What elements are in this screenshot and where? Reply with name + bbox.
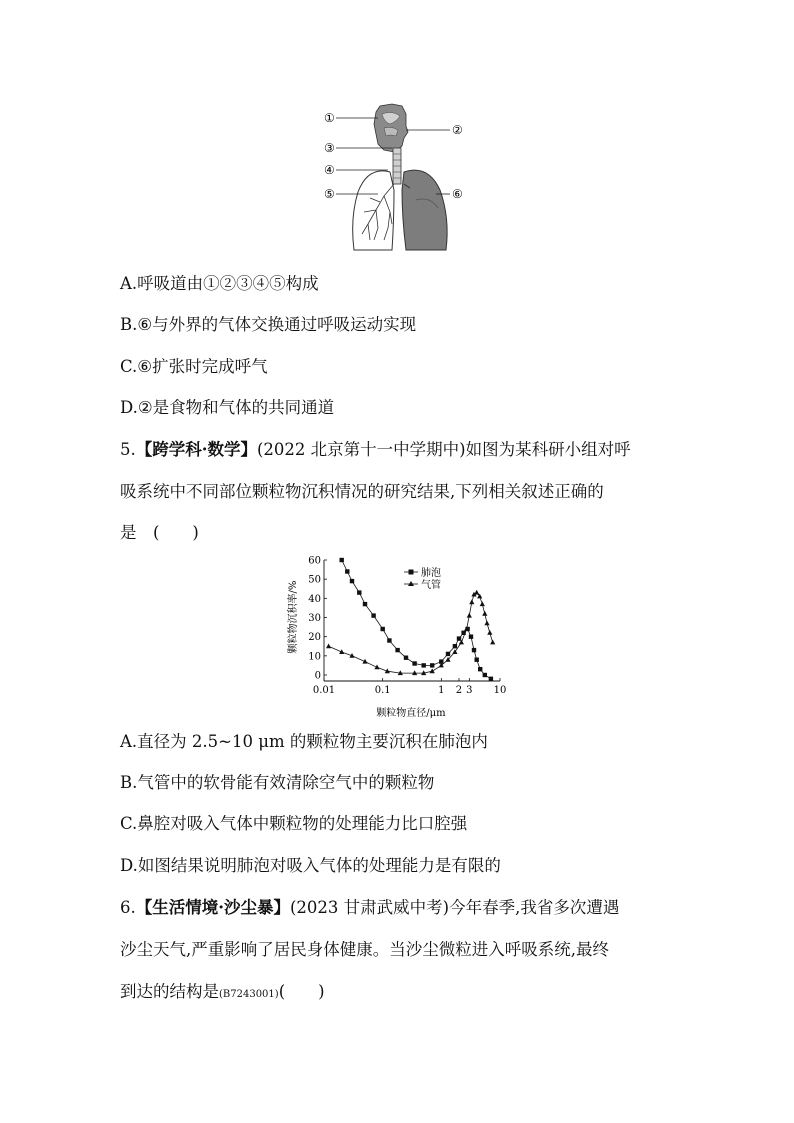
data-point-square: [469, 635, 473, 639]
data-point-square: [412, 661, 416, 665]
data-point-square: [371, 613, 375, 617]
x-tick-label: 1: [438, 685, 445, 696]
y-tick-label: 60: [308, 555, 321, 567]
data-point-square: [363, 602, 367, 606]
y-tick-label: 0: [314, 670, 321, 682]
legend-label-trachea: 气管: [421, 580, 441, 591]
q6-stem-line2: 沙尘天气,严重影响了居民身体健康。当沙尘微粒进入呼吸系统,最终: [120, 940, 609, 959]
label-3: ③: [324, 141, 335, 155]
q5-stem-line3: 是 ( ): [120, 523, 199, 542]
option-letter: D.: [120, 856, 138, 875]
data-point-square: [478, 667, 482, 671]
y-tick-label: 50: [308, 574, 321, 586]
option-letter: D.: [120, 398, 138, 417]
data-point-triangle: [482, 611, 487, 616]
q5-option-b: [120, 772, 434, 794]
x-tick-label: 10: [493, 685, 507, 696]
y-tick-label: 20: [308, 632, 321, 644]
q5-stem-line2: 吸系统中不同部位颗粒物沉积情况的研究结果,下列相关叙述正确的: [120, 482, 604, 501]
data-point-square: [446, 652, 450, 656]
data-point-square: [387, 638, 391, 642]
label-2: ②: [452, 123, 463, 137]
option-text: 呼吸道由①②③④⑤构成: [137, 274, 319, 293]
option-letter: A.: [120, 274, 138, 293]
question-number: 6.: [120, 898, 136, 917]
q4-option-d: [120, 397, 334, 419]
data-point-square: [453, 644, 457, 648]
option-text: ⑥扩张时完成呼气: [137, 357, 268, 376]
data-point-square: [350, 579, 354, 583]
data-point-triangle: [480, 601, 485, 606]
data-point-square: [483, 673, 487, 677]
q6-stem-line1: [120, 897, 619, 919]
data-point-triangle: [474, 590, 479, 595]
option-letter: C.: [120, 814, 138, 833]
data-point-triangle: [469, 599, 474, 604]
data-point-square: [422, 663, 426, 667]
q5-option-a: [120, 731, 488, 753]
data-point-square: [381, 627, 385, 631]
data-point-square: [430, 663, 434, 667]
q4-option-b: [120, 314, 416, 336]
question-text: 到达的结构是: [120, 982, 219, 1001]
question-number: 5.: [120, 440, 136, 459]
q4-option-c: [120, 356, 268, 378]
data-point-triangle: [467, 613, 472, 618]
data-point-square: [345, 569, 349, 573]
question-tag: 【生活情境·沙尘暴】: [135, 898, 290, 917]
chart-axes: [308, 556, 506, 697]
option-text: ⑥与外界的气体交换通过呼吸运动实现: [137, 315, 417, 334]
data-point-square: [395, 648, 399, 652]
option-text: 气管中的软骨能有效清除空气中的颗粒物: [137, 773, 435, 792]
right-lung: [402, 170, 447, 250]
legend-label-alveoli: 肺泡: [421, 568, 441, 579]
respiratory-system-diagram: [320, 100, 480, 255]
data-point-square: [357, 590, 361, 594]
option-letter: C.: [120, 357, 138, 376]
y-axis-label: 颗粒物沉积率/%: [288, 580, 299, 654]
data-point-square: [472, 648, 476, 652]
question-tag: 【跨学科·数学】: [135, 440, 257, 459]
q5-option-c: [120, 813, 467, 835]
q5-option-d: [120, 855, 501, 877]
data-point-square: [489, 677, 493, 681]
q4-option-a: [120, 273, 319, 295]
data-point-square: [457, 636, 461, 640]
label-1: ①: [324, 111, 335, 125]
x-tick-label: 0.01: [312, 685, 336, 696]
q6-stem-line3: [120, 981, 325, 1006]
data-point-triangle: [412, 670, 417, 675]
option-text: 直径为 2.5~10 μm 的颗粒物主要沉积在肺泡内: [137, 732, 488, 751]
question-source: (2022 北京第十一中学期中): [257, 440, 466, 459]
label-4: ④: [324, 163, 335, 177]
label-6: ⑥: [452, 187, 463, 201]
option-letter: B.: [120, 773, 138, 792]
label-5: ⑤: [324, 187, 335, 201]
x-tick-label: 0.1: [374, 685, 391, 696]
data-point-triangle: [374, 665, 379, 670]
legend: [404, 566, 441, 591]
option-letter: B.: [120, 315, 138, 334]
data-point-triangle: [430, 668, 435, 673]
deposition-rate-chart: [280, 550, 520, 722]
option-text: 鼻腔对吸入气体中颗粒物的处理能力比口腔强: [137, 814, 468, 833]
q5-stem-line1: [120, 439, 631, 461]
data-point-square: [475, 658, 479, 662]
data-point-square: [340, 558, 344, 562]
question-text: 今年春季,我省多次遭遇: [449, 898, 620, 917]
y-tick-label: 40: [308, 593, 321, 605]
data-point-triangle: [326, 644, 331, 649]
question-code: (B7243001): [219, 989, 279, 1000]
data-point-triangle: [484, 621, 489, 626]
question-text: 如图为某科研小组对呼: [465, 440, 631, 459]
answer-blank: ( ): [278, 982, 325, 1001]
y-tick-label: 10: [308, 651, 321, 663]
option-text: 如图结果说明肺泡对吸入气体的处理能力是有限的: [137, 856, 501, 875]
y-tick-label: 30: [308, 613, 321, 624]
x-axis-label: 颗粒物直径/μm: [376, 708, 446, 719]
x-tick-label: 2: [455, 685, 463, 696]
data-point-square: [404, 656, 408, 660]
question-source: (2023 甘肃武威中考): [290, 898, 450, 917]
chart-series: [326, 558, 495, 681]
x-tick-label: 3: [466, 685, 473, 696]
data-point-triangle: [490, 640, 495, 645]
data-point-triangle: [487, 630, 492, 635]
option-letter: A.: [120, 732, 138, 751]
option-text: ②是食物和气体的共同通道: [137, 398, 335, 417]
